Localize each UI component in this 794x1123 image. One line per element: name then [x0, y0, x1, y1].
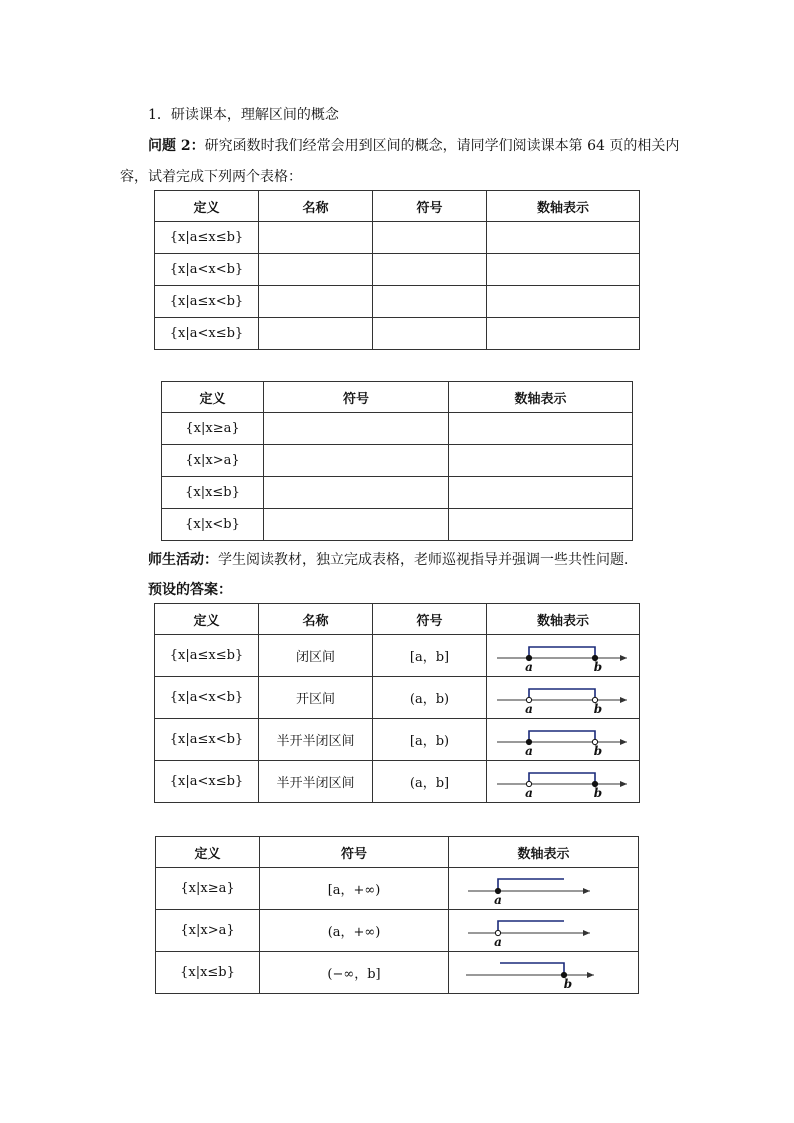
- def-cell: {x|x>a}: [162, 445, 264, 477]
- ray-bracket: [498, 879, 564, 891]
- table-row: [155, 318, 640, 350]
- header-symbol: 符号: [264, 382, 449, 413]
- header-number-line: 数轴表示: [487, 604, 640, 635]
- def-cell: {x|x≥a}: [162, 413, 264, 445]
- right-endpoint-label: b: [593, 743, 603, 758]
- endpoint-label: a: [493, 934, 502, 949]
- name-blank[interactable]: [259, 286, 373, 318]
- table-row: [162, 413, 633, 445]
- table-row: [155, 254, 640, 286]
- def-cell: {x|x≤b}: [156, 952, 260, 994]
- problem-label: 问题 2：: [148, 138, 205, 154]
- problem-line-1: [148, 135, 679, 155]
- number-line-cell: [449, 910, 639, 952]
- interval-bracket: [529, 647, 595, 658]
- number-line-blank[interactable]: [449, 413, 633, 445]
- def-cell: {x|x<b}: [162, 509, 264, 541]
- def-cell: {x|a<x<b}: [155, 677, 259, 719]
- table-row: [155, 286, 640, 318]
- table-row: [155, 719, 640, 761]
- symbol-blank[interactable]: [264, 413, 449, 445]
- number-line-diagram: [464, 953, 624, 993]
- right-endpoint-label: b: [593, 659, 603, 674]
- symbol-blank[interactable]: [264, 509, 449, 541]
- header-number-line: 数轴表示: [487, 191, 640, 222]
- symbol-cell: (a，+∞): [260, 910, 449, 952]
- axis-arrow-icon: [583, 930, 590, 936]
- number-line-blank[interactable]: [487, 286, 640, 318]
- activity-line: [148, 549, 638, 569]
- number-line-blank[interactable]: [487, 254, 640, 286]
- header-symbol: 符号: [373, 604, 487, 635]
- interval-bracket: [529, 731, 595, 742]
- interval-bracket: [529, 689, 595, 700]
- number-line-cell: [449, 952, 639, 994]
- axis-arrow-icon: [620, 697, 627, 703]
- def-cell: {x|x≥a}: [156, 868, 260, 910]
- axis-arrow-icon: [583, 888, 590, 894]
- number-line-cell: [487, 677, 640, 719]
- table-row: [162, 509, 633, 541]
- activity-label: 师生活动：: [148, 552, 218, 568]
- number-line-blank[interactable]: [449, 445, 633, 477]
- interval-bracket: [529, 773, 595, 784]
- number-line-diagram: [464, 911, 624, 951]
- number-line-cell: [487, 719, 640, 761]
- symbol-blank[interactable]: [264, 445, 449, 477]
- table-row: [155, 677, 640, 719]
- number-line-blank[interactable]: [487, 222, 640, 254]
- axis-arrow-icon: [620, 781, 627, 787]
- number-line-blank[interactable]: [449, 477, 633, 509]
- name-cell: 闭区间: [259, 635, 373, 677]
- axis-arrow-icon: [587, 972, 594, 978]
- symbol-cell: (a，b]: [373, 761, 487, 803]
- symbol-blank[interactable]: [264, 477, 449, 509]
- left-endpoint-label: a: [525, 659, 533, 674]
- header-number-line: 数轴表示: [449, 837, 639, 868]
- number-line-blank[interactable]: [487, 318, 640, 350]
- name-blank[interactable]: [259, 318, 373, 350]
- name-blank[interactable]: [259, 222, 373, 254]
- left-endpoint-label: a: [525, 743, 533, 758]
- def-cell: {x|a<x≤b}: [155, 318, 259, 350]
- table-row: [155, 222, 640, 254]
- header-number-line: 数轴表示: [449, 382, 633, 413]
- def-cell: {x|a<x≤b}: [155, 761, 259, 803]
- answers-label: 预设的答案：: [148, 582, 232, 598]
- section-heading: 1．研读课本，理解区间的概念: [148, 107, 339, 123]
- name-cell: 半开半闭区间: [259, 719, 373, 761]
- def-cell: {x|x>a}: [156, 910, 260, 952]
- table-row: [155, 635, 640, 677]
- number-line-diagram: [493, 762, 633, 802]
- problem-line-2: 容，试着完成下列两个表格：: [120, 169, 302, 185]
- symbol-blank[interactable]: [373, 286, 487, 318]
- header-def: 定义: [162, 382, 264, 413]
- name-cell: 开区间: [259, 677, 373, 719]
- name-cell: 半开半闭区间: [259, 761, 373, 803]
- def-cell: {x|a≤x<b}: [155, 719, 259, 761]
- ray-bracket: [500, 963, 564, 975]
- header-def: 定义: [155, 191, 259, 222]
- endpoint-label: a: [493, 892, 502, 907]
- symbol-cell: [a，+∞): [260, 868, 449, 910]
- axis-arrow-icon: [620, 655, 627, 661]
- blank-table-bounded: [154, 190, 640, 350]
- table-row: [162, 477, 633, 509]
- header-name: 名称: [259, 191, 373, 222]
- table-row: [156, 952, 639, 994]
- def-cell: {x|x≤b}: [162, 477, 264, 509]
- def-cell: {x|a<x<b}: [155, 254, 259, 286]
- number-line-cell: [449, 868, 639, 910]
- table-row: [156, 910, 639, 952]
- right-endpoint-label: b: [593, 785, 603, 800]
- endpoint-label: b: [563, 976, 572, 991]
- table-row: [156, 868, 639, 910]
- axis-arrow-icon: [620, 739, 627, 745]
- number-line-cell: [487, 635, 640, 677]
- header-def: 定义: [156, 837, 260, 868]
- number-line-diagram: [493, 678, 633, 718]
- symbol-blank[interactable]: [373, 318, 487, 350]
- symbol-cell: (a，b): [373, 677, 487, 719]
- number-line-blank[interactable]: [449, 509, 633, 541]
- left-endpoint-label: a: [525, 785, 533, 800]
- number-line-diagram: [493, 720, 633, 760]
- problem-text-1: 研究函数时我们经常会用到区间的概念，请同学们阅读课本第 64 页的相关内: [204, 138, 680, 154]
- ray-bracket: [498, 921, 564, 933]
- number-line-cell: [487, 761, 640, 803]
- number-line-diagram: [493, 636, 633, 676]
- header-symbol: 符号: [373, 191, 487, 222]
- activity-text: 学生阅读教材，独立完成表格，老师巡视指导并强调一些共性问题．: [218, 552, 638, 568]
- left-endpoint-label: a: [525, 701, 533, 716]
- symbol-cell: (−∞，b]: [260, 952, 449, 994]
- symbol-blank[interactable]: [373, 222, 487, 254]
- def-cell: {x|a≤x≤b}: [155, 635, 259, 677]
- header-symbol: 符号: [260, 837, 449, 868]
- def-cell: {x|a≤x≤b}: [155, 222, 259, 254]
- answer-table-unbounded: [155, 836, 639, 994]
- header-def: 定义: [155, 604, 259, 635]
- blank-table-unbounded: [161, 381, 633, 541]
- right-endpoint-label: b: [593, 701, 603, 716]
- symbol-cell: [a，b): [373, 719, 487, 761]
- table-row: [162, 445, 633, 477]
- symbol-blank[interactable]: [373, 254, 487, 286]
- name-blank[interactable]: [259, 254, 373, 286]
- table-row: [155, 761, 640, 803]
- header-name: 名称: [259, 604, 373, 635]
- def-cell: {x|a≤x<b}: [155, 286, 259, 318]
- symbol-cell: [a，b]: [373, 635, 487, 677]
- number-line-diagram: [464, 869, 624, 909]
- answer-table-bounded: [154, 603, 640, 803]
